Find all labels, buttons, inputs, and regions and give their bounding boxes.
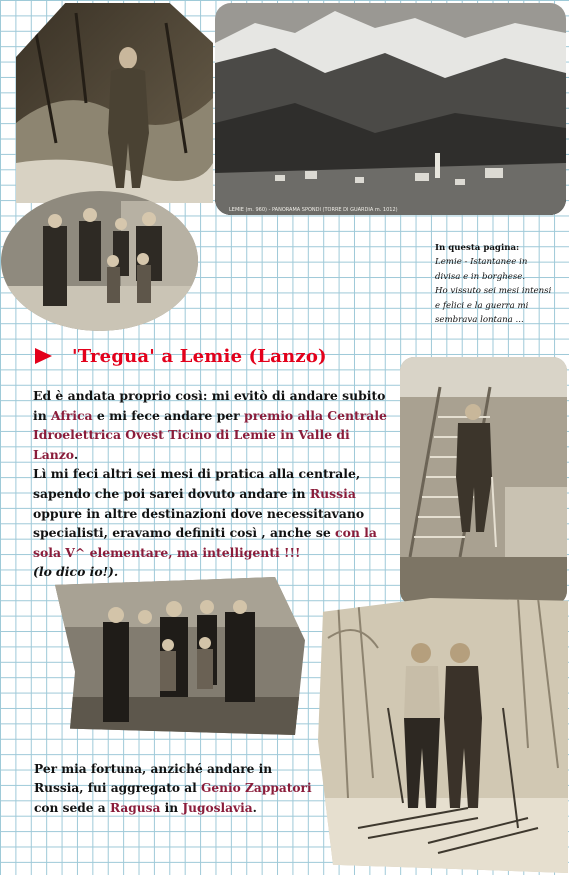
section-heading — [35, 343, 395, 369]
photo-two-skiers — [318, 598, 568, 873]
highlight-jugoslavia: Jugoslavia — [182, 800, 253, 815]
text-span: (lo dico io!). — [33, 564, 119, 580]
paragraph-1 — [33, 386, 395, 464]
caption-line: divisa e in borghese. — [435, 271, 526, 282]
highlight-ragusa: Ragusa — [109, 800, 161, 815]
paragraph-2 — [33, 464, 395, 582]
photo-man-on-stairs — [400, 357, 567, 605]
highlight-premio: premio alla Centrale Idroelettrica Ovest Ticino di Lemie in Valle di Lanzo — [33, 407, 387, 462]
caption-title: In questa pagina: — [435, 243, 520, 253]
photo-family-group — [1, 191, 198, 331]
text-span: Per mia fortuna, anziché andare in Russia, fui aggregato al — [34, 762, 273, 796]
page-caption — [435, 241, 553, 327]
caption-line: sembrava lontana ... — [435, 315, 524, 326]
text-span: Lì mi feci altri sei mesi di pratica alla centrale, sapendo che poi sarei dovuto andare in — [33, 466, 361, 501]
body-text — [33, 386, 395, 582]
text-span: Ed è andata proprio così: mi evitò di andare subito in — [33, 388, 386, 423]
highlight-genio: Genio Zappatori — [201, 781, 312, 796]
arrow-right-icon — [35, 348, 52, 364]
caption-line: Lemie - Istantanee in — [435, 257, 528, 268]
heading-text: 'Tregua' a Lemie (Lanzo) — [72, 345, 327, 367]
highlight-russia: Russia — [309, 485, 356, 501]
highlight-africa: Africa — [51, 407, 93, 423]
caption-line: Ho vissuto sei mesi intensi — [435, 286, 552, 297]
highlight-sola: con la sola V^ elementare, ma intelligenti !!! — [33, 525, 377, 560]
panorama-caption: LEMIE (m. 960) - PANORAMA SPONDI (TORRE DI GUARDIA m. 1012) — [229, 207, 398, 213]
caption-line: e felici e la guerra mi — [435, 300, 529, 311]
text-span: . — [73, 446, 79, 462]
text-span: e mi fece andare per — [92, 407, 245, 423]
photo-lemie-panorama — [215, 3, 566, 215]
photo-soldier-uniform — [16, 3, 213, 203]
text-span: oppure in altre destinazioni dove necessitavano specialisti, eravamo definiti così , anche se — [33, 505, 365, 541]
photo-group-outdoor — [55, 577, 305, 735]
text-span: con sede a — [34, 800, 110, 815]
text-span: in — [160, 800, 183, 815]
text-span: . — [252, 800, 257, 815]
bottom-text — [34, 760, 324, 818]
